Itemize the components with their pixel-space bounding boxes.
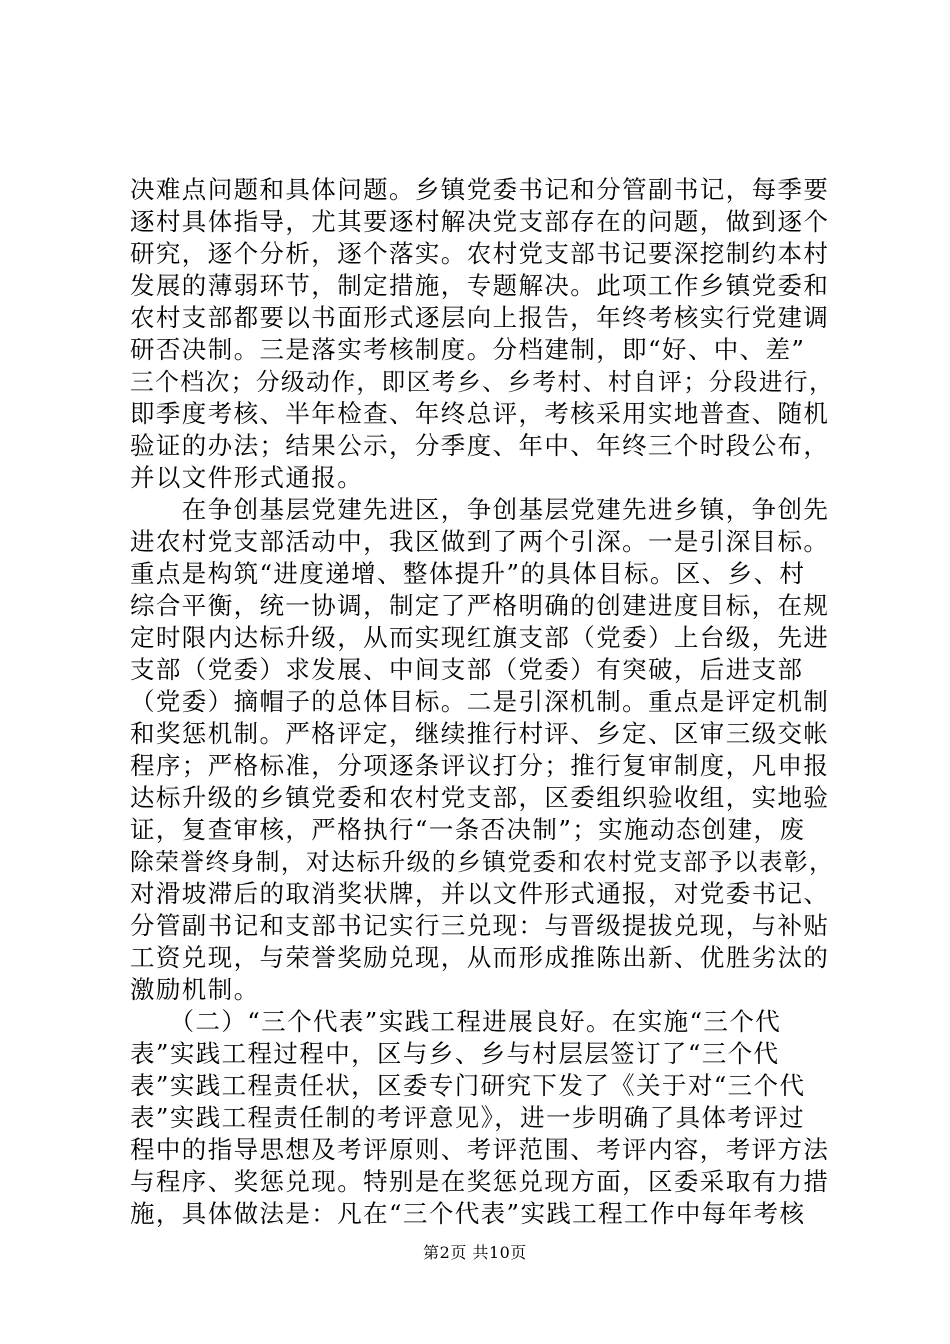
text-line: 农村支部都要以书面形式逐层向上报告，年终考核实行党建调 [130,303,830,332]
text-line: （二）“三个代表”实践工程进展良好。在实施“三个代 [130,1007,782,1036]
text-line: 程中的指导思想及考评原则、考评范围、考评内容，考评方法 [130,1135,830,1164]
text-line: 除荣誉终身制，对达标升级的乡镇党委和农村党支部予以表彰， [130,848,835,876]
text-line: 支部（党委）求发展、中间支部（党委）有突破，后进支部 [130,655,804,684]
text-line: 综合平衡，统一协调，制定了严格明确的创建进度目标，在规 [130,591,830,620]
body-text [130,174,835,1230]
text-line: 逐村具体指导，尤其要逐村解决党支部存在的问题，做到逐个 [130,207,830,236]
text-line: （党委）摘帽子的总体目标。二是引深机制。重点是评定机制 [130,687,830,716]
text-line: 表”实践工程责任制的考评意见》，进一步明确了具体考评过 [130,1103,806,1132]
text-line: 即季度考核、半年检查、年终总评，考核采用实地普查、随机 [130,399,830,428]
text-line: 进农村党支部活动中，我区做到了两个引深。一是引深目标。 [130,527,830,556]
text-line: 达标升级的乡镇党委和农村党支部，区委组织验收组，实地验 [130,783,830,812]
page-footer: 第2页 共10页 [423,1243,527,1262]
text-line: 发展的薄弱环节，制定措施，专题解决。此项工作乡镇党委和 [130,271,830,300]
text-line: 和奖惩机制。严格评定，继续推行村评、乡定、区审三级交帐 [130,719,830,748]
text-line: 激励机制。 [130,975,260,1004]
text-line: 研究，逐个分析，逐个落实。农村党支部书记要深挖制约本村 [130,239,830,268]
text-line: 对滑坡滞后的取消奖状牌，并以文件形式通报，对党委书记、 [130,879,830,908]
text-line: 并以文件形式通报。 [130,463,364,492]
text-line: 表”实践工程过程中，区与乡、乡与村层层签订了“三个代 [130,1039,780,1068]
text-line: 分管副书记和支部书记实行三兑现：与晋级提拔兑现，与补贴 [130,911,830,940]
text-line: 三个档次；分级动作，即区考乡、乡考村、村自评；分段进行， [130,368,835,396]
text-line: 施，具体做法是：凡在“三个代表”实践工程工作中每年考核 [130,1199,806,1228]
text-line: 重点是构筑“进度递增、整体提升”的具体目标。区、乡、村 [130,559,806,588]
text-line: 证，复查审核，严格执行“一条否决制”；实施动态创建，废 [130,815,806,844]
text-line: 研否决制。三是落实考核制度。分档建制，即“好、中、差” [130,335,806,364]
text-line: 决难点问题和具体问题。乡镇党委书记和分管副书记，每季要 [130,175,830,204]
text-line: 与程序、奖惩兑现。特别是在奖惩兑现方面，区委采取有力措 [130,1167,830,1196]
text-line: 工资兑现，与荣誉奖励兑现，从而形成推陈出新、优胜劣汰的 [130,943,830,972]
text-line: 程序；严格标准，分项逐条评议打分；推行复审制度，凡申报 [130,751,830,780]
text-line: 在争创基层党建先进区，争创基层党建先进乡镇，争创先 [130,495,830,524]
text-line: 表”实践工程责任状，区委专门研究下发了《关于对“三个代 [130,1071,806,1100]
text-line: 验证的办法；结果公示，分季度、年中、年终三个时段公布， [130,431,830,460]
text-line: 定时限内达标升级，从而实现红旗支部（党委）上台级，先进 [130,623,830,652]
